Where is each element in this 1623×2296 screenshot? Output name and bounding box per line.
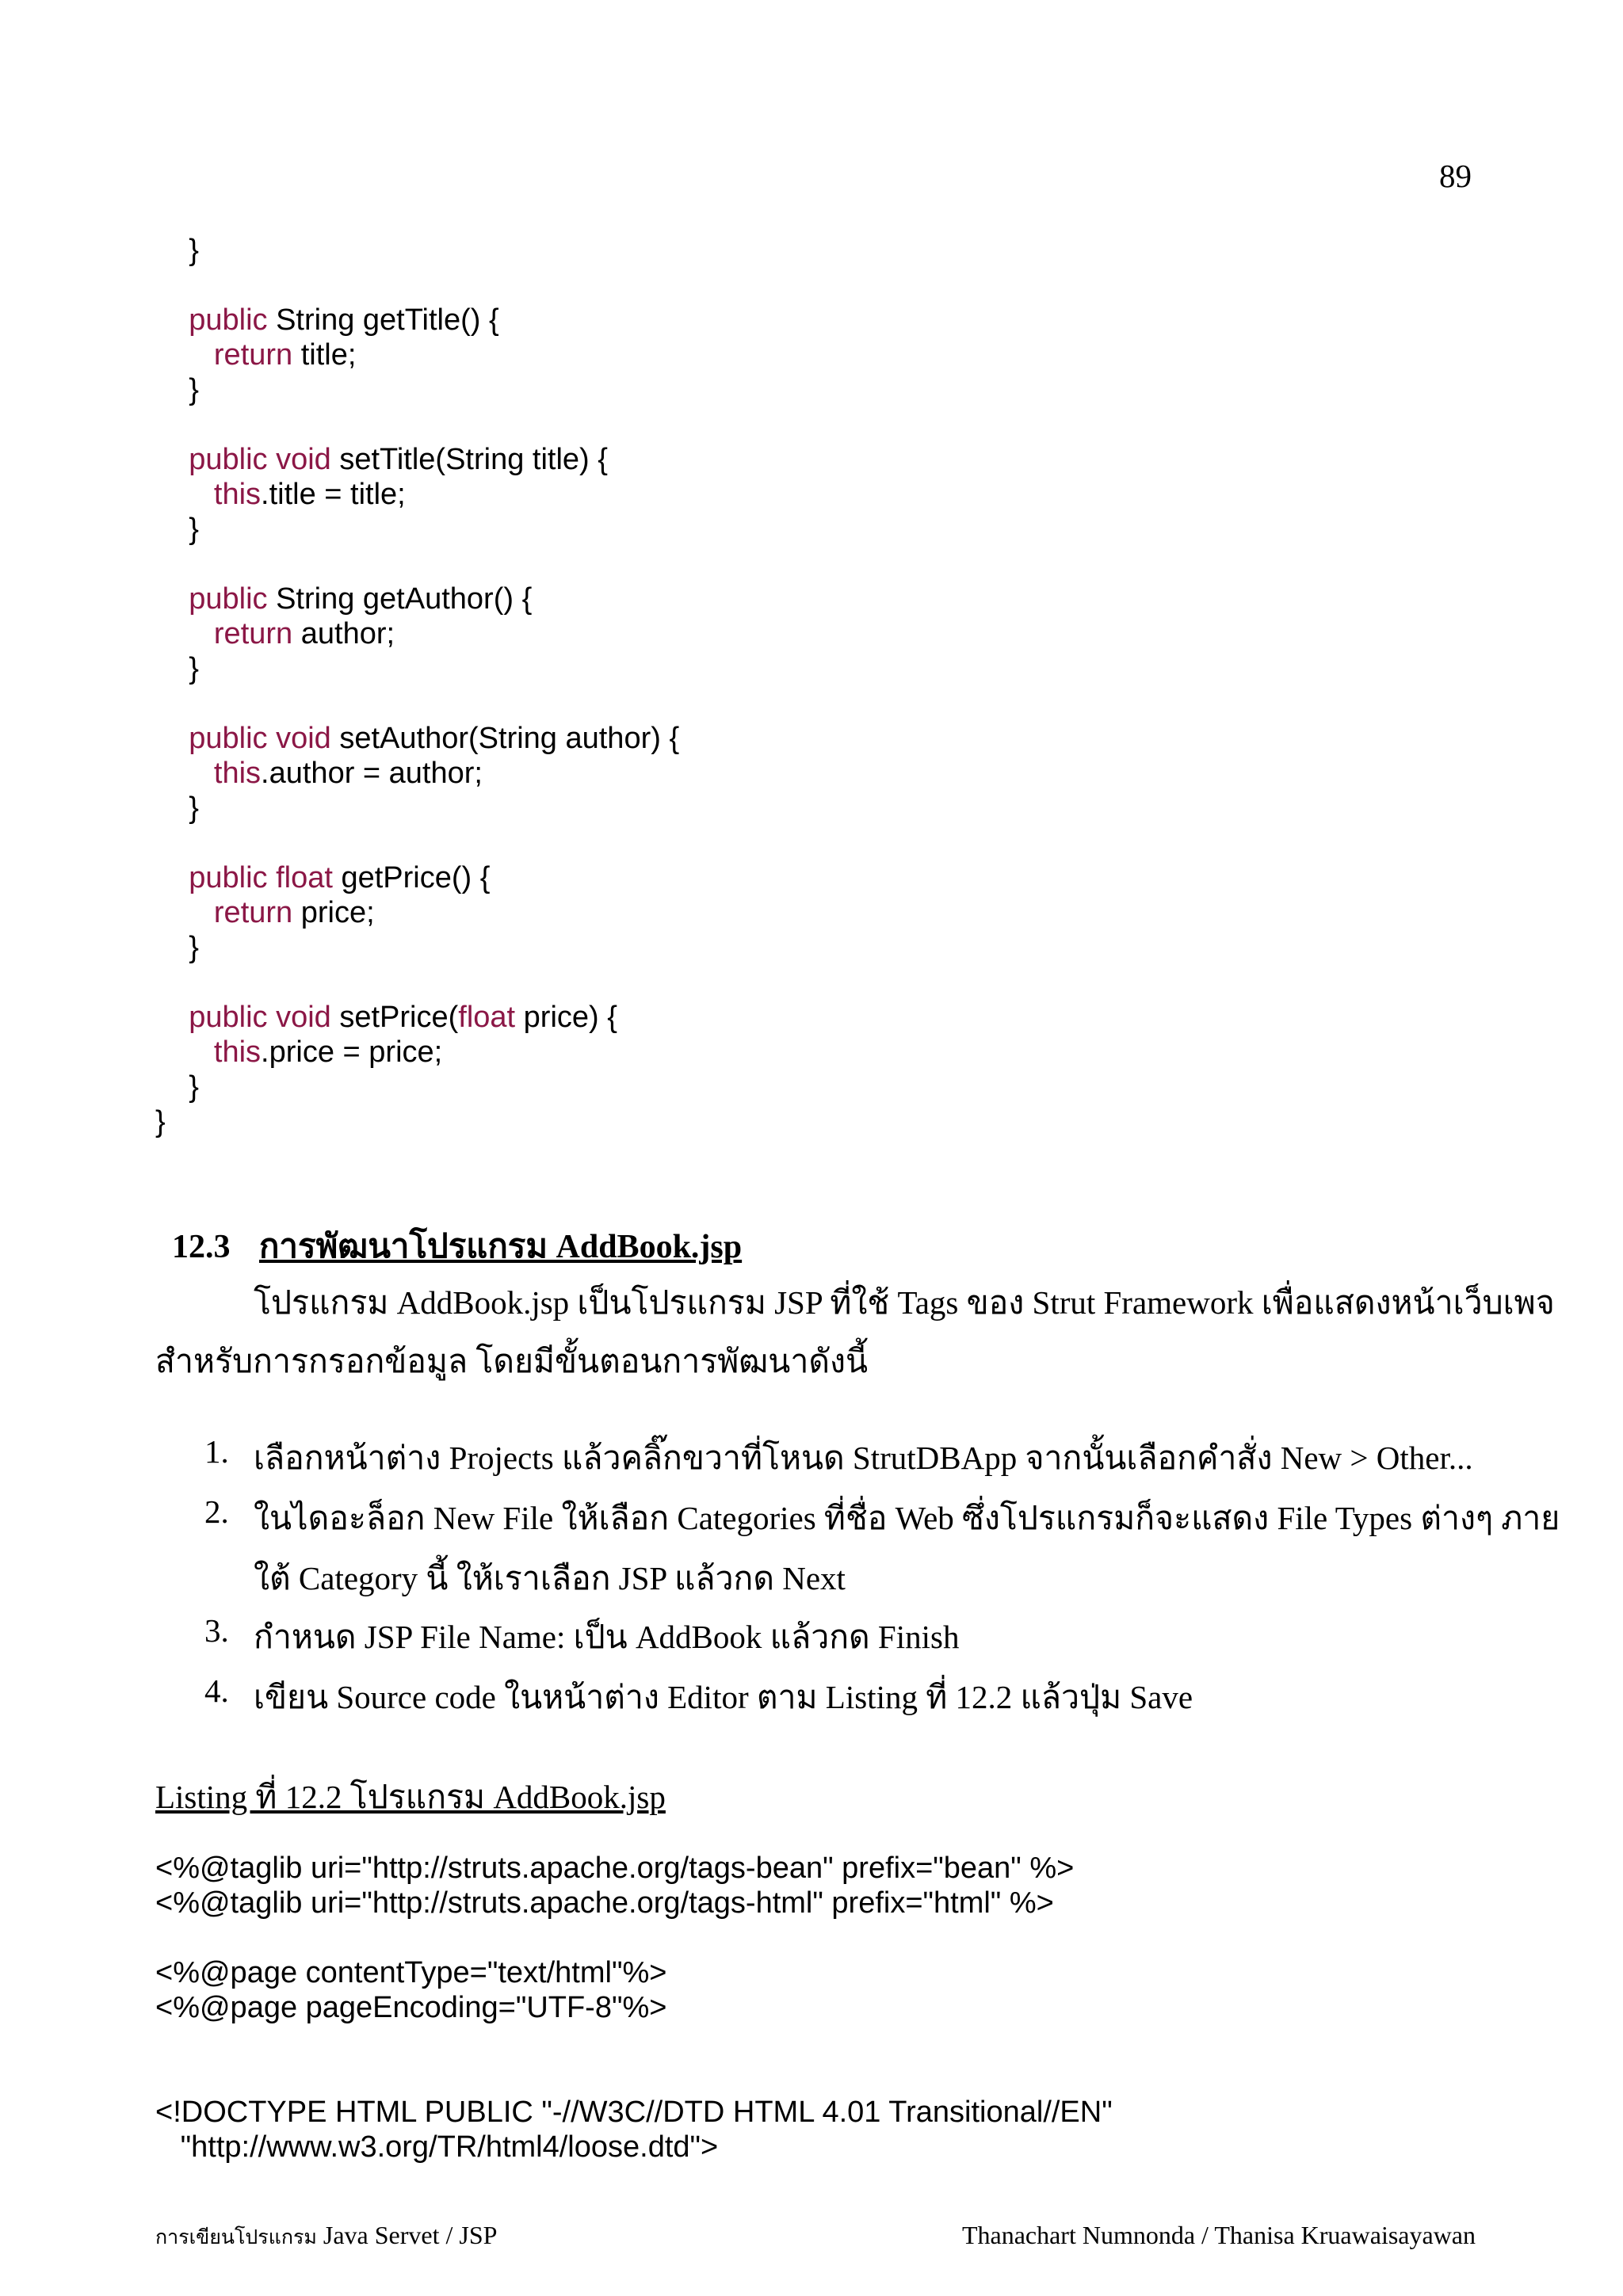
code-text — [155, 478, 214, 511]
code-text: title; — [292, 338, 357, 372]
code-line — [155, 756, 679, 791]
code-line: <%@page pageEncoding="UTF-8"%> — [155, 1991, 667, 2024]
code-text: } — [155, 234, 199, 267]
code-line — [155, 268, 679, 303]
section-heading — [155, 1182, 742, 1272]
code-line — [155, 1920, 1113, 1955]
code-line — [155, 826, 679, 860]
code-text: setTitle(String title) { — [330, 443, 608, 476]
code-keyword: public void — [189, 443, 331, 476]
footer-left — [155, 2221, 497, 2253]
code-line: "http://www.w3.org/TR/html4/loose.dtd"> — [155, 2130, 719, 2164]
code-line: <%@taglib uri="http://struts.apache.org/tags-html" prefix="html" %> — [155, 1886, 1054, 1920]
code-line — [155, 616, 679, 651]
code-line — [155, 686, 679, 721]
code-text: price) { — [515, 1001, 617, 1034]
step-text: ในไดอะล็อก New File ให้เลือก Categories ที่ชื่อ Web ซึ่งโปรแกรมก็จะแสดง File Types ต่างๆ ภาย — [254, 1500, 1560, 1536]
code-text: .author = author; — [261, 757, 483, 790]
code-text: String getTitle() { — [267, 303, 499, 337]
step-text: เขียน Source code ในหน้าต่าง Editor ตาม Listing ที่ 12.2 แล้วปุ่ม Save — [254, 1679, 1193, 1715]
code-text: } — [155, 1105, 166, 1138]
step-number: 3. — [204, 1612, 229, 1649]
code-text: getPrice() { — [332, 861, 491, 894]
footer-left-thai: การเขียนโปรแกรม — [155, 2227, 317, 2248]
listing-caption: Listing ที่ 12.2 โปรแกรม AddBook.jsp — [155, 1779, 666, 1815]
page-number: 89 — [1439, 158, 1472, 194]
step-number: 1. — [204, 1433, 229, 1470]
code-line — [155, 512, 679, 547]
code-line — [155, 1000, 679, 1035]
code-line — [155, 1070, 679, 1104]
step-text: เลือกหน้าต่าง Projects แล้วคลิ๊กขวาที่โหนด StrutDBApp จากนั้นเลือกคำสั่ง New > Other... — [254, 1440, 1473, 1476]
code-text — [155, 443, 189, 476]
code-keyword: public float — [189, 861, 333, 894]
section-number: 12.3 — [172, 1229, 231, 1265]
step-text: กำหนด JSP File Name: เป็น AddBook แล้วกด Finish — [254, 1619, 960, 1655]
code-line — [155, 233, 679, 268]
code-line — [155, 965, 679, 1000]
code-line — [155, 442, 679, 477]
code-text: } — [155, 791, 199, 825]
code-line — [155, 651, 679, 686]
code-text: author; — [292, 617, 395, 650]
code-line — [155, 721, 679, 756]
code-text: } — [155, 1070, 199, 1104]
code-line: <%@page contentType="text/html"%> — [155, 1956, 667, 1989]
code-text — [155, 1001, 189, 1034]
section-title: การพัฒนาโปรแกรม AddBook.jsp — [259, 1229, 743, 1265]
code-line: <!DOCTYPE HTML PUBLIC "-//W3C//DTD HTML 4.01 Transitional//EN" — [155, 2096, 1113, 2129]
code-keyword: return — [213, 896, 293, 929]
code-text: price; — [292, 896, 375, 929]
code-text — [155, 722, 189, 755]
code-text — [155, 757, 214, 790]
code-keyword: return — [213, 338, 293, 372]
code-line — [155, 791, 679, 826]
code-text: .title = title; — [261, 478, 406, 511]
code-text: setPrice( — [330, 1001, 459, 1034]
code-line — [155, 2025, 1113, 2060]
code-keyword: public — [189, 582, 268, 616]
step-number: 2. — [204, 1493, 229, 1530]
code-line — [155, 582, 679, 616]
intro-paragraph-line-2: สำหรับการกรอกข้อมูล โดยมีขั้นตอนการพัฒนาดังนี้ — [155, 1343, 869, 1379]
code-text: } — [155, 931, 199, 964]
code-block-jsp — [155, 1851, 1113, 2164]
step-number: 4. — [204, 1672, 229, 1709]
code-line — [155, 1035, 679, 1070]
code-line — [155, 338, 679, 372]
code-line: <%@taglib uri="http://struts.apache.org/tags-bean" prefix="bean" %> — [155, 1852, 1075, 1885]
code-keyword: this — [213, 1035, 262, 1069]
code-text — [155, 1035, 214, 1069]
code-keyword: this — [213, 757, 262, 790]
code-text: } — [155, 513, 199, 546]
code-line — [155, 860, 679, 895]
code-block-java — [155, 233, 679, 1139]
code-keyword: public void — [189, 1001, 331, 1034]
code-text — [155, 617, 214, 650]
code-text: } — [155, 373, 199, 406]
code-line — [155, 372, 679, 407]
code-line — [155, 1104, 679, 1139]
code-keyword: return — [213, 617, 293, 650]
footer-right: Thanachart Numnonda / Thanisa Kruawaisayawan — [961, 2221, 1476, 2249]
code-text — [155, 582, 189, 616]
code-text: .price = price; — [261, 1035, 443, 1069]
code-text: } — [155, 652, 199, 685]
code-line — [155, 895, 679, 930]
code-line — [155, 303, 679, 338]
intro-paragraph-line-1: โปรแกรม AddBook.jsp เป็นโปรแกรม JSP ที่ใช้ Tags ของ Strut Framework เพื่อแสดงหน้าเว็บเพจ — [254, 1284, 1555, 1321]
step-text: ใต้ Category นี้ ให้เราเลือก JSP แล้วกด Next — [254, 1560, 846, 1596]
code-keyword: public — [189, 303, 268, 337]
code-text — [155, 861, 189, 894]
code-line — [155, 2060, 1113, 2095]
code-keyword: public void — [189, 722, 331, 755]
code-text — [155, 896, 214, 929]
code-line — [155, 407, 679, 442]
code-line — [155, 477, 679, 512]
footer-left-en: Java Servet / JSP — [316, 2221, 498, 2249]
code-text — [155, 303, 189, 337]
code-text: String getAuthor() { — [267, 582, 533, 616]
code-line — [155, 547, 679, 582]
code-keyword: float — [458, 1001, 516, 1034]
code-text: setAuthor(String author) { — [330, 722, 680, 755]
code-keyword: this — [213, 478, 262, 511]
code-line — [155, 930, 679, 965]
code-text — [155, 338, 214, 372]
